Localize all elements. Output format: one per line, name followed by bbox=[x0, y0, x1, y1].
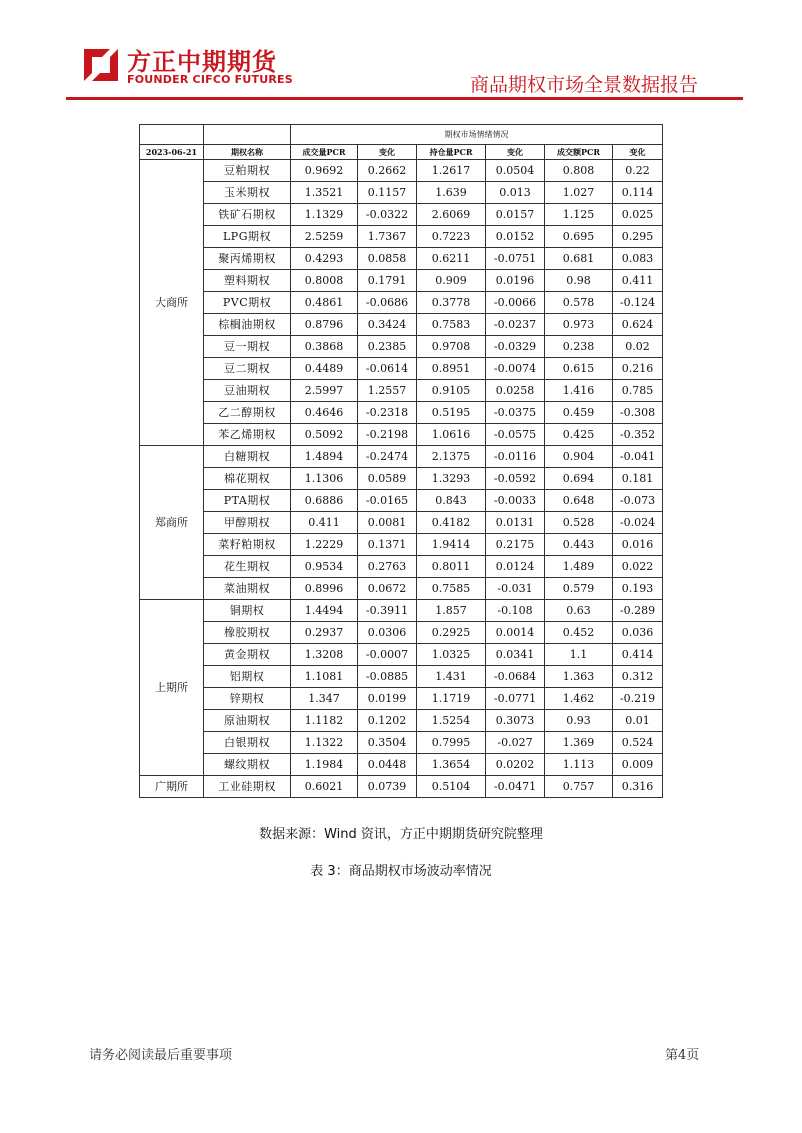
value-cell: 0.3778 bbox=[417, 292, 486, 314]
value-cell: 0.528 bbox=[545, 512, 613, 534]
option-name-cell: 甲醇期权 bbox=[204, 512, 291, 534]
value-cell: 0.216 bbox=[613, 358, 663, 380]
value-cell: 0.624 bbox=[613, 314, 663, 336]
value-cell: 0.036 bbox=[613, 622, 663, 644]
value-cell: 0.0504 bbox=[486, 160, 545, 182]
value-cell: 0.524 bbox=[613, 732, 663, 754]
option-name-cell: 豆一期权 bbox=[204, 336, 291, 358]
table-header-row-2 bbox=[140, 145, 663, 160]
table-row bbox=[140, 314, 663, 336]
option-name-cell: 铜期权 bbox=[204, 600, 291, 622]
table-row bbox=[140, 490, 663, 512]
option-name-cell: 豆二期权 bbox=[204, 358, 291, 380]
value-cell: 0.025 bbox=[613, 204, 663, 226]
value-cell: -0.0686 bbox=[358, 292, 417, 314]
table-row bbox=[140, 578, 663, 600]
value-cell: 1.1719 bbox=[417, 688, 486, 710]
value-cell: -0.2474 bbox=[358, 446, 417, 468]
value-cell: 0.295 bbox=[613, 226, 663, 248]
value-cell: 1.0325 bbox=[417, 644, 486, 666]
value-cell: 1.4894 bbox=[291, 446, 358, 468]
exchange-cell: 上期所 bbox=[140, 600, 204, 776]
table-row bbox=[140, 534, 663, 556]
value-cell: 1.1 bbox=[545, 644, 613, 666]
exchange-cell: 大商所 bbox=[140, 160, 204, 446]
value-cell: 0.785 bbox=[613, 380, 663, 402]
option-name-cell: 螺纹期权 bbox=[204, 754, 291, 776]
table-row bbox=[140, 754, 663, 776]
value-cell: 1.1329 bbox=[291, 204, 358, 226]
value-cell: 0.2662 bbox=[358, 160, 417, 182]
value-cell: -0.2198 bbox=[358, 424, 417, 446]
value-cell: -0.0074 bbox=[486, 358, 545, 380]
option-name-cell: 铝期权 bbox=[204, 666, 291, 688]
value-cell: 0.615 bbox=[545, 358, 613, 380]
value-cell: 0.22 bbox=[613, 160, 663, 182]
option-name-cell: 棕榈油期权 bbox=[204, 314, 291, 336]
table-row bbox=[140, 512, 663, 534]
value-cell: 1.369 bbox=[545, 732, 613, 754]
value-cell: -0.308 bbox=[613, 402, 663, 424]
value-cell: 0.4646 bbox=[291, 402, 358, 424]
header-blank-cell bbox=[204, 125, 291, 145]
table-row bbox=[140, 468, 663, 490]
value-cell: 1.1182 bbox=[291, 710, 358, 732]
value-cell: -0.0329 bbox=[486, 336, 545, 358]
table-row bbox=[140, 622, 663, 644]
option-name-cell: 塑料期权 bbox=[204, 270, 291, 292]
value-cell: 0.0196 bbox=[486, 270, 545, 292]
value-cell: -0.0033 bbox=[486, 490, 545, 512]
table-row bbox=[140, 248, 663, 270]
footer-notice: 请务必阅读最后重要事项 bbox=[89, 1048, 233, 1063]
column-header: 变化 bbox=[486, 145, 545, 160]
table-row bbox=[140, 380, 663, 402]
value-cell: -0.0684 bbox=[486, 666, 545, 688]
value-cell: -0.0007 bbox=[358, 644, 417, 666]
value-cell: 0.0014 bbox=[486, 622, 545, 644]
value-cell: 0.904 bbox=[545, 446, 613, 468]
report-title: 商品期权市场全景数据报告 bbox=[469, 74, 698, 96]
value-cell: 0.312 bbox=[613, 666, 663, 688]
value-cell: 0.114 bbox=[613, 182, 663, 204]
value-cell: -0.031 bbox=[486, 578, 545, 600]
option-name-cell: 聚丙烯期权 bbox=[204, 248, 291, 270]
value-cell: 0.9534 bbox=[291, 556, 358, 578]
value-cell: 1.3208 bbox=[291, 644, 358, 666]
value-cell: 0.8008 bbox=[291, 270, 358, 292]
option-name-cell: 原油期权 bbox=[204, 710, 291, 732]
value-cell: 0.01 bbox=[613, 710, 663, 732]
table-row bbox=[140, 358, 663, 380]
value-cell: 0.973 bbox=[545, 314, 613, 336]
value-cell: 0.1202 bbox=[358, 710, 417, 732]
header-divider bbox=[66, 97, 743, 100]
value-cell: 0.4861 bbox=[291, 292, 358, 314]
option-name-cell: 锌期权 bbox=[204, 688, 291, 710]
value-cell: -0.0575 bbox=[486, 424, 545, 446]
option-name-cell: 玉米期权 bbox=[204, 182, 291, 204]
value-cell: -0.024 bbox=[613, 512, 663, 534]
value-cell: 1.489 bbox=[545, 556, 613, 578]
value-cell: 0.411 bbox=[291, 512, 358, 534]
value-cell: 0.0258 bbox=[486, 380, 545, 402]
table-row bbox=[140, 710, 663, 732]
column-header: 持仓量PCR bbox=[417, 145, 486, 160]
value-cell: 0.9105 bbox=[417, 380, 486, 402]
value-cell: 2.5997 bbox=[291, 380, 358, 402]
value-cell: 0.808 bbox=[545, 160, 613, 182]
value-cell: 0.022 bbox=[613, 556, 663, 578]
value-cell: 0.1371 bbox=[358, 534, 417, 556]
value-cell: 0.7583 bbox=[417, 314, 486, 336]
value-cell: 0.0858 bbox=[358, 248, 417, 270]
value-cell: 0.6211 bbox=[417, 248, 486, 270]
table-row bbox=[140, 556, 663, 578]
option-name-cell: 白银期权 bbox=[204, 732, 291, 754]
value-cell: 0.7585 bbox=[417, 578, 486, 600]
option-name-cell: 花生期权 bbox=[204, 556, 291, 578]
value-cell: 1.1322 bbox=[291, 732, 358, 754]
value-cell: -0.108 bbox=[486, 600, 545, 622]
value-cell: 0.5195 bbox=[417, 402, 486, 424]
table-row bbox=[140, 446, 663, 468]
value-cell: 1.5254 bbox=[417, 710, 486, 732]
value-cell: 1.027 bbox=[545, 182, 613, 204]
value-cell: 0.694 bbox=[545, 468, 613, 490]
value-cell: -0.0066 bbox=[486, 292, 545, 314]
value-cell: 0.0589 bbox=[358, 468, 417, 490]
value-cell: 0.681 bbox=[545, 248, 613, 270]
table-row bbox=[140, 160, 663, 182]
value-cell: 0.579 bbox=[545, 578, 613, 600]
value-cell: 0.2763 bbox=[358, 556, 417, 578]
value-cell: -0.124 bbox=[613, 292, 663, 314]
value-cell: 1.363 bbox=[545, 666, 613, 688]
value-cell: 0.8796 bbox=[291, 314, 358, 336]
logo-english-name: FOUNDER CIFCO FUTURES bbox=[127, 73, 293, 86]
next-table-caption: 表 3：商品期权市场波动率情况 bbox=[310, 864, 492, 879]
table-row bbox=[140, 666, 663, 688]
value-cell: 0.0739 bbox=[358, 776, 417, 798]
value-cell: 0.238 bbox=[545, 336, 613, 358]
value-cell: 0.0152 bbox=[486, 226, 545, 248]
value-cell: 0.6886 bbox=[291, 490, 358, 512]
column-header: 变化 bbox=[613, 145, 663, 160]
value-cell: 0.4182 bbox=[417, 512, 486, 534]
value-cell: 1.1984 bbox=[291, 754, 358, 776]
value-cell: -0.0592 bbox=[486, 468, 545, 490]
value-cell: 0.3868 bbox=[291, 336, 358, 358]
table-header-row-1 bbox=[140, 125, 663, 145]
option-name-cell: 豆油期权 bbox=[204, 380, 291, 402]
value-cell: 0.2937 bbox=[291, 622, 358, 644]
value-cell: 1.857 bbox=[417, 600, 486, 622]
value-cell: 0.8951 bbox=[417, 358, 486, 380]
value-cell: 1.416 bbox=[545, 380, 613, 402]
value-cell: 0.0157 bbox=[486, 204, 545, 226]
option-name-cell: 工业硅期权 bbox=[204, 776, 291, 798]
value-cell: 1.347 bbox=[291, 688, 358, 710]
page-number: 第4页 bbox=[665, 1048, 700, 1063]
value-cell: 0.083 bbox=[613, 248, 663, 270]
logo-chinese-name: 方正中期期货 bbox=[127, 48, 277, 76]
value-cell: 0.009 bbox=[613, 754, 663, 776]
table-row bbox=[140, 204, 663, 226]
value-cell: 0.425 bbox=[545, 424, 613, 446]
value-cell: 1.2557 bbox=[358, 380, 417, 402]
table-row bbox=[140, 644, 663, 666]
value-cell: 0.0131 bbox=[486, 512, 545, 534]
value-cell: 0.98 bbox=[545, 270, 613, 292]
value-cell: 1.1081 bbox=[291, 666, 358, 688]
value-cell: 0.0448 bbox=[358, 754, 417, 776]
value-cell: -0.041 bbox=[613, 446, 663, 468]
value-cell: 1.125 bbox=[545, 204, 613, 226]
value-cell: 1.0616 bbox=[417, 424, 486, 446]
value-cell: -0.0237 bbox=[486, 314, 545, 336]
value-cell: 0.93 bbox=[545, 710, 613, 732]
value-cell: 1.462 bbox=[545, 688, 613, 710]
option-name-cell: 乙二醇期权 bbox=[204, 402, 291, 424]
option-sentiment-table bbox=[139, 124, 662, 798]
option-name-cell: 橡胶期权 bbox=[204, 622, 291, 644]
value-cell: 2.6069 bbox=[417, 204, 486, 226]
value-cell: 0.181 bbox=[613, 468, 663, 490]
value-cell: 0.0081 bbox=[358, 512, 417, 534]
value-cell: 0.757 bbox=[545, 776, 613, 798]
value-cell: 0.2385 bbox=[358, 336, 417, 358]
table-row bbox=[140, 424, 663, 446]
column-header: 成交量PCR bbox=[291, 145, 358, 160]
column-header: 成交额PCR bbox=[545, 145, 613, 160]
group-header: 期权市场情绪情况 bbox=[291, 125, 663, 145]
value-cell: 1.7367 bbox=[358, 226, 417, 248]
value-cell: 0.411 bbox=[613, 270, 663, 292]
value-cell: 0.452 bbox=[545, 622, 613, 644]
table-date: 2023-06-21 bbox=[140, 145, 204, 160]
value-cell: -0.2318 bbox=[358, 402, 417, 424]
table-row bbox=[140, 600, 663, 622]
exchange-cell: 广期所 bbox=[140, 776, 204, 798]
table-row bbox=[140, 336, 663, 358]
value-cell: 0.443 bbox=[545, 534, 613, 556]
value-cell: 0.2175 bbox=[486, 534, 545, 556]
value-cell: 0.4293 bbox=[291, 248, 358, 270]
value-cell: -0.0885 bbox=[358, 666, 417, 688]
header-blank-cell bbox=[140, 125, 204, 145]
page-header bbox=[0, 0, 802, 106]
value-cell: 0.3073 bbox=[486, 710, 545, 732]
table-row bbox=[140, 776, 663, 798]
value-cell: 1.3293 bbox=[417, 468, 486, 490]
value-cell: 0.0199 bbox=[358, 688, 417, 710]
value-cell: 0.9708 bbox=[417, 336, 486, 358]
value-cell: -0.3911 bbox=[358, 600, 417, 622]
option-name-cell: 苯乙烯期权 bbox=[204, 424, 291, 446]
value-cell: 0.648 bbox=[545, 490, 613, 512]
value-cell: 0.0341 bbox=[486, 644, 545, 666]
value-cell: -0.0751 bbox=[486, 248, 545, 270]
value-cell: 0.695 bbox=[545, 226, 613, 248]
value-cell: 0.8011 bbox=[417, 556, 486, 578]
value-cell: 1.113 bbox=[545, 754, 613, 776]
value-cell: 0.0202 bbox=[486, 754, 545, 776]
option-name-cell: PTA期权 bbox=[204, 490, 291, 512]
value-cell: 1.2617 bbox=[417, 160, 486, 182]
value-cell: -0.219 bbox=[613, 688, 663, 710]
value-cell: 0.2925 bbox=[417, 622, 486, 644]
value-cell: 1.2229 bbox=[291, 534, 358, 556]
value-cell: 1.3521 bbox=[291, 182, 358, 204]
founder-logo-icon bbox=[82, 47, 120, 83]
value-cell: -0.0771 bbox=[486, 688, 545, 710]
table-row bbox=[140, 226, 663, 248]
option-name-cell: 棉花期权 bbox=[204, 468, 291, 490]
value-cell: 0.016 bbox=[613, 534, 663, 556]
value-cell: 0.9692 bbox=[291, 160, 358, 182]
value-cell: 0.6021 bbox=[291, 776, 358, 798]
value-cell: -0.0614 bbox=[358, 358, 417, 380]
value-cell: 0.7223 bbox=[417, 226, 486, 248]
value-cell: -0.352 bbox=[613, 424, 663, 446]
option-name-cell: 菜籽粕期权 bbox=[204, 534, 291, 556]
column-header: 期权名称 bbox=[204, 145, 291, 160]
value-cell: 0.013 bbox=[486, 182, 545, 204]
value-cell: 1.4494 bbox=[291, 600, 358, 622]
value-cell: -0.027 bbox=[486, 732, 545, 754]
value-cell: 1.1306 bbox=[291, 468, 358, 490]
value-cell: 0.3424 bbox=[358, 314, 417, 336]
value-cell: 0.4489 bbox=[291, 358, 358, 380]
option-name-cell: 黄金期权 bbox=[204, 644, 291, 666]
option-name-cell: LPG期权 bbox=[204, 226, 291, 248]
option-name-cell: 豆粕期权 bbox=[204, 160, 291, 182]
value-cell: 1.3654 bbox=[417, 754, 486, 776]
value-cell: 0.7995 bbox=[417, 732, 486, 754]
value-cell: -0.0165 bbox=[358, 490, 417, 512]
table-row bbox=[140, 688, 663, 710]
value-cell: 0.193 bbox=[613, 578, 663, 600]
table-row bbox=[140, 270, 663, 292]
value-cell: 0.578 bbox=[545, 292, 613, 314]
value-cell: 0.0672 bbox=[358, 578, 417, 600]
value-cell: 2.1375 bbox=[417, 446, 486, 468]
table-row bbox=[140, 292, 663, 314]
value-cell: 0.02 bbox=[613, 336, 663, 358]
value-cell: 0.0306 bbox=[358, 622, 417, 644]
value-cell: 0.1157 bbox=[358, 182, 417, 204]
value-cell: 0.316 bbox=[613, 776, 663, 798]
value-cell: 0.63 bbox=[545, 600, 613, 622]
value-cell: 0.5092 bbox=[291, 424, 358, 446]
value-cell: -0.0375 bbox=[486, 402, 545, 424]
value-cell: -0.0116 bbox=[486, 446, 545, 468]
option-name-cell: 铁矿石期权 bbox=[204, 204, 291, 226]
value-cell: 0.843 bbox=[417, 490, 486, 512]
value-cell: 0.414 bbox=[613, 644, 663, 666]
value-cell: 1.9414 bbox=[417, 534, 486, 556]
value-cell: -0.289 bbox=[613, 600, 663, 622]
value-cell: 0.3504 bbox=[358, 732, 417, 754]
value-cell: 0.909 bbox=[417, 270, 486, 292]
value-cell: 0.459 bbox=[545, 402, 613, 424]
value-cell: -0.0471 bbox=[486, 776, 545, 798]
value-cell: 1.431 bbox=[417, 666, 486, 688]
table-row bbox=[140, 732, 663, 754]
column-header: 变化 bbox=[358, 145, 417, 160]
value-cell: 0.8996 bbox=[291, 578, 358, 600]
option-name-cell: 白糖期权 bbox=[204, 446, 291, 468]
exchange-cell: 郑商所 bbox=[140, 446, 204, 600]
option-name-cell: 菜油期权 bbox=[204, 578, 291, 600]
value-cell: 0.5104 bbox=[417, 776, 486, 798]
value-cell: 1.639 bbox=[417, 182, 486, 204]
table-row bbox=[140, 182, 663, 204]
option-name-cell: PVC期权 bbox=[204, 292, 291, 314]
value-cell: -0.0322 bbox=[358, 204, 417, 226]
table-row bbox=[140, 402, 663, 424]
data-source-caption: 数据来源：Wind 资讯，方正中期期货研究院整理 bbox=[259, 827, 543, 842]
value-cell: -0.073 bbox=[613, 490, 663, 512]
value-cell: 2.5259 bbox=[291, 226, 358, 248]
value-cell: 0.1791 bbox=[358, 270, 417, 292]
value-cell: 0.0124 bbox=[486, 556, 545, 578]
